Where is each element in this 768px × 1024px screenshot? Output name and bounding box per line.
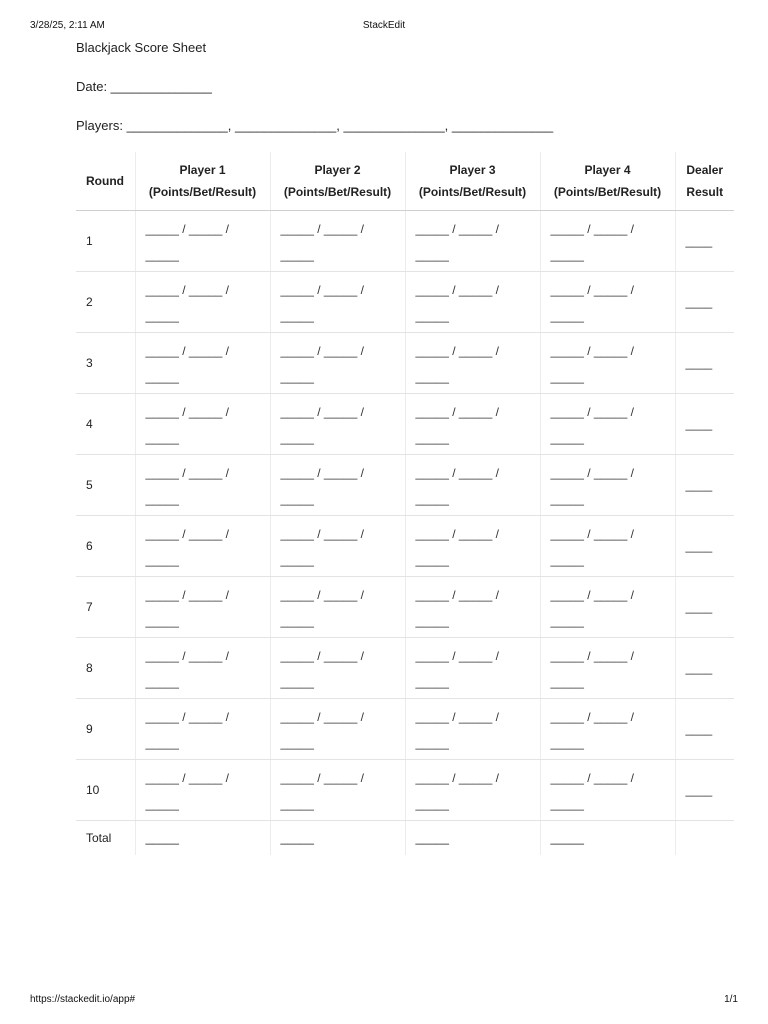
entry-line-points-bet: _____ / _____ /	[145, 710, 229, 724]
header-player-1-sub: (Points/Bet/Result)	[148, 185, 257, 199]
header-player-3	[405, 152, 540, 211]
document-title: Blackjack Score Sheet	[76, 40, 207, 55]
table-row	[76, 211, 734, 272]
entry-line-points-bet: _____ / _____ /	[550, 771, 634, 785]
entry-line-points-bet: _____ / _____ /	[550, 466, 634, 480]
entry-line-points-bet: _____ / _____ /	[550, 283, 634, 297]
entry-line-points-bet: _____ / _____ /	[280, 222, 364, 236]
entry-line-points-bet: _____ / _____ /	[280, 588, 364, 602]
entry-line-result: _____	[145, 248, 179, 262]
entry-line-points-bet: _____ / _____ /	[145, 588, 229, 602]
entry-line-points-bet: _____ / _____ /	[415, 649, 499, 663]
player-1-entry[interactable]	[135, 455, 270, 516]
header-dealer-name: Dealer	[686, 163, 724, 177]
player-3-entry[interactable]	[405, 699, 540, 760]
player-1-entry[interactable]	[135, 699, 270, 760]
entry-line-points-bet: _____ / _____ /	[280, 771, 364, 785]
score-table	[76, 152, 734, 855]
entry-line-points-bet: _____ / _____ /	[280, 649, 364, 663]
entry-line-result: _____	[280, 309, 314, 323]
entry-line-result: _____	[145, 614, 179, 628]
entry-line-result: _____	[145, 797, 179, 811]
entry-line-result: _____	[145, 675, 179, 689]
dealer-result-entry[interactable]: ____	[675, 272, 734, 333]
entry-line-result: _____	[280, 248, 314, 262]
entry-line-points-bet: _____ / _____ /	[415, 466, 499, 480]
header-player-3-name: Player 3	[449, 163, 496, 177]
dealer-total-empty	[675, 821, 734, 856]
entry-line-result: _____	[415, 492, 449, 506]
round-number: 4	[76, 394, 135, 455]
entry-line-result: _____	[415, 553, 449, 567]
entry-line-points-bet: _____ / _____ /	[415, 222, 499, 236]
player-1-entry[interactable]	[135, 333, 270, 394]
player-3-entry[interactable]	[405, 333, 540, 394]
round-number: 1	[76, 211, 135, 272]
table-row	[76, 699, 734, 760]
player-4-entry[interactable]	[540, 760, 675, 821]
header-round: Round	[76, 152, 135, 211]
dealer-result-entry[interactable]: ____	[675, 394, 734, 455]
entry-line-points-bet: _____ / _____ /	[415, 588, 499, 602]
dealer-result-entry[interactable]: ____	[675, 516, 734, 577]
round-number: 2	[76, 272, 135, 333]
entry-line-points-bet: _____ / _____ /	[280, 283, 364, 297]
entry-line-points-bet: _____ / _____ /	[415, 405, 499, 419]
player-2-entry[interactable]	[270, 394, 405, 455]
player-1-entry[interactable]	[135, 577, 270, 638]
entry-line-points-bet: _____ / _____ /	[145, 222, 229, 236]
round-number: 3	[76, 333, 135, 394]
entry-line-points-bet: _____ / _____ /	[415, 344, 499, 358]
entry-line-points-bet: _____ / _____ /	[145, 527, 229, 541]
entry-line-result: _____	[415, 309, 449, 323]
dealer-result-entry[interactable]: ____	[675, 577, 734, 638]
player-3-entry[interactable]	[405, 394, 540, 455]
entry-line-points-bet: _____ / _____ /	[550, 710, 634, 724]
player-3-entry[interactable]	[405, 455, 540, 516]
entry-line-points-bet: _____ / _____ /	[145, 771, 229, 785]
dealer-result-entry[interactable]: ____	[675, 760, 734, 821]
total-label: Total	[76, 821, 135, 856]
entry-line-result: _____	[145, 736, 179, 750]
player-1-entry[interactable]	[135, 638, 270, 699]
entry-line-result: _____	[280, 797, 314, 811]
player-4-entry[interactable]	[540, 516, 675, 577]
player-1-entry[interactable]	[135, 516, 270, 577]
entry-line-points-bet: _____ / _____ /	[550, 649, 634, 663]
player-4-entry[interactable]	[540, 211, 675, 272]
entry-line-points-bet: _____ / _____ /	[280, 405, 364, 419]
entry-line-points-bet: _____ / _____ /	[145, 344, 229, 358]
entry-line-points-bet: _____ / _____ /	[550, 222, 634, 236]
entry-line-result: _____	[550, 736, 584, 750]
document-body	[76, 38, 736, 136]
table-body	[76, 211, 734, 856]
header-player-4-name: Player 4	[584, 163, 631, 177]
entry-line-points-bet: _____ / _____ /	[415, 710, 499, 724]
player-2-entry[interactable]	[270, 760, 405, 821]
entry-line-result: _____	[415, 797, 449, 811]
player-3-entry[interactable]	[405, 638, 540, 699]
entry-line-result: _____	[550, 248, 584, 262]
entry-line-result: _____	[550, 675, 584, 689]
player-2-entry[interactable]	[270, 577, 405, 638]
entry-line-result: _____	[415, 614, 449, 628]
round-number: 5	[76, 455, 135, 516]
entry-line-result: _____	[145, 370, 179, 384]
table-row	[76, 455, 734, 516]
header-player-4-sub: (Points/Bet/Result)	[553, 185, 662, 199]
entry-line-result: _____	[550, 370, 584, 384]
player-4-entry[interactable]	[540, 577, 675, 638]
entry-line-points-bet: _____ / _____ /	[145, 283, 229, 297]
round-number: 8	[76, 638, 135, 699]
round-number: 6	[76, 516, 135, 577]
player-1-total[interactable]: _____	[135, 821, 270, 856]
player-3-entry[interactable]	[405, 211, 540, 272]
player-4-entry[interactable]	[540, 455, 675, 516]
table-row	[76, 516, 734, 577]
header-player-1-name: Player 1	[179, 163, 226, 177]
entry-line-points-bet: _____ / _____ /	[550, 527, 634, 541]
entry-line-result: _____	[415, 370, 449, 384]
player-4-entry[interactable]	[540, 333, 675, 394]
entry-line-result: _____	[280, 492, 314, 506]
table-row	[76, 760, 734, 821]
print-page-number: 1/1	[724, 994, 738, 1005]
entry-line-result: _____	[415, 736, 449, 750]
entry-line-points-bet: _____ / _____ /	[550, 588, 634, 602]
entry-line-result: _____	[550, 553, 584, 567]
dealer-result-entry[interactable]: ____	[675, 699, 734, 760]
entry-line-points-bet: _____ / _____ /	[280, 527, 364, 541]
table-row	[76, 333, 734, 394]
entry-line-points-bet: _____ / _____ /	[550, 344, 634, 358]
table-header-row	[76, 152, 734, 211]
player-1-entry[interactable]	[135, 760, 270, 821]
round-number: 7	[76, 577, 135, 638]
table-row	[76, 394, 734, 455]
header-player-2	[270, 152, 405, 211]
entry-line-points-bet: _____ / _____ /	[145, 405, 229, 419]
date-line: Date: ______________	[76, 79, 212, 94]
dealer-result-entry[interactable]: ____	[675, 211, 734, 272]
player-4-entry[interactable]	[540, 699, 675, 760]
entry-line-points-bet: _____ / _____ /	[415, 771, 499, 785]
entry-line-points-bet: _____ / _____ /	[280, 344, 364, 358]
entry-line-points-bet: _____ / _____ /	[145, 649, 229, 663]
total-row	[76, 821, 734, 856]
players-line: Players: ______________, ______________, ______________, ______________	[76, 118, 554, 133]
entry-line-points-bet: _____ / _____ /	[145, 466, 229, 480]
player-3-entry[interactable]	[405, 516, 540, 577]
table-row	[76, 577, 734, 638]
print-app-name: StackEdit	[362, 20, 406, 31]
entry-line-points-bet: _____ / _____ /	[415, 527, 499, 541]
entry-line-result: _____	[280, 431, 314, 445]
table-row	[76, 638, 734, 699]
entry-line-points-bet: _____ / _____ /	[280, 466, 364, 480]
player-3-entry[interactable]	[405, 760, 540, 821]
entry-line-result: _____	[280, 370, 314, 384]
player-4-entry[interactable]	[540, 394, 675, 455]
player-2-entry[interactable]	[270, 699, 405, 760]
entry-line-result: _____	[415, 248, 449, 262]
entry-line-result: _____	[145, 553, 179, 567]
player-4-entry[interactable]	[540, 638, 675, 699]
header-player-3-sub: (Points/Bet/Result)	[418, 185, 527, 199]
entry-line-result: _____	[145, 492, 179, 506]
player-2-entry[interactable]	[270, 333, 405, 394]
entry-line-result: _____	[550, 614, 584, 628]
player-3-entry[interactable]	[405, 272, 540, 333]
player-2-entry[interactable]	[270, 211, 405, 272]
print-url: https://stackedit.io/app#	[30, 994, 136, 1005]
entry-line-result: _____	[280, 553, 314, 567]
player-3-entry[interactable]	[405, 577, 540, 638]
entry-line-points-bet: _____ / _____ /	[280, 710, 364, 724]
player-2-entry[interactable]	[270, 272, 405, 333]
entry-line-result: _____	[550, 431, 584, 445]
player-3-total[interactable]: _____	[405, 821, 540, 856]
header-player-2-sub: (Points/Bet/Result)	[283, 185, 392, 199]
entry-line-result: _____	[280, 614, 314, 628]
entry-line-result: _____	[550, 797, 584, 811]
dealer-result-entry[interactable]: ____	[675, 638, 734, 699]
header-dealer	[675, 152, 734, 211]
player-1-entry[interactable]	[135, 394, 270, 455]
player-4-total[interactable]: _____	[540, 821, 675, 856]
entry-line-result: _____	[145, 309, 179, 323]
print-datetime: 3/28/25, 2:11 AM	[30, 20, 105, 31]
header-player-4	[540, 152, 675, 211]
player-2-entry[interactable]	[270, 455, 405, 516]
entry-line-result: _____	[550, 492, 584, 506]
player-2-entry[interactable]	[270, 516, 405, 577]
player-1-entry[interactable]	[135, 211, 270, 272]
entry-line-points-bet: _____ / _____ /	[550, 405, 634, 419]
header-player-1	[135, 152, 270, 211]
header-dealer-sub: Result	[686, 185, 724, 199]
dealer-result-entry[interactable]: ____	[675, 333, 734, 394]
entry-line-result: _____	[280, 675, 314, 689]
entry-line-points-bet: _____ / _____ /	[415, 283, 499, 297]
dealer-result-entry[interactable]: ____	[675, 455, 734, 516]
entry-line-result: _____	[550, 309, 584, 323]
player-2-entry[interactable]	[270, 638, 405, 699]
entry-line-result: _____	[145, 431, 179, 445]
player-4-entry[interactable]	[540, 272, 675, 333]
round-number: 10	[76, 760, 135, 821]
entry-line-result: _____	[280, 736, 314, 750]
player-2-total[interactable]: _____	[270, 821, 405, 856]
entry-line-result: _____	[415, 431, 449, 445]
round-number: 9	[76, 699, 135, 760]
header-player-2-name: Player 2	[314, 163, 361, 177]
table-row	[76, 272, 734, 333]
player-1-entry[interactable]	[135, 272, 270, 333]
entry-line-result: _____	[415, 675, 449, 689]
